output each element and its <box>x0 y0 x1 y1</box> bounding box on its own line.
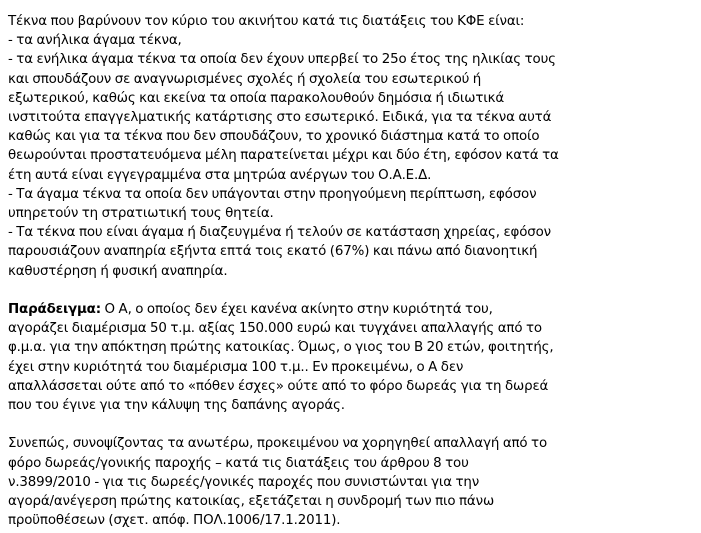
text-line: θεωρούνται προστατευόμενα μέλη παρατείνεται μέχρι και δύο έτη, εφόσον κατά τα <box>8 148 559 164</box>
text-line: αγοράζει διαμέρισμα 50 τ.μ. αξίας 150.000 ευρώ και τυγχάνει απαλλαγής από το <box>8 321 542 337</box>
text-line: ν.3899/2010 - για τις δωρεές/γονικές παροχές που συνιστώνται για την <box>8 474 480 490</box>
text-line: ινστιτούτα επαγγελματικής κατάρτισης στο εσωτερικό. Ειδικά, για τα τέκνα αυτά <box>8 110 552 126</box>
text-line: παρουσιάζουν αναπηρία εξήντα επτά τοις εκατό (67%) και πάνω από διανοητική <box>8 244 538 260</box>
text-line: καθυστέρηση ή φυσική αναπηρία. <box>8 263 228 279</box>
paragraph-example <box>8 300 696 415</box>
text-line: φ.μ.α. για την απόκτηση πρώτης κατοικίας. Όμως, ο γιος του Β 20 ετών, φοιτητής, <box>8 340 554 356</box>
text-line <box>8 300 696 319</box>
text-line: καθώς και για τα τέκνα που δεν σπουδάζουν, το χρονικό διάστημα κατά το οποίο <box>8 129 540 145</box>
text-line: που του έγινε για την κάλυψη της δαπάνης αγοράς. <box>8 398 345 414</box>
text-line: έχει στην κυριότητά του διαμέρισμα 100 τ.μ.. Εν προκειμένω, ο Α δεν <box>8 359 464 375</box>
document-body <box>8 12 696 530</box>
text-line: απαλλάσσεται ούτε από το «πόθεν έσχες» ούτε από το φόρο δωρεάς για τη δωρεά <box>8 378 549 394</box>
text-line: και σπουδάζουν σε αναγνωρισμένες σχολές ή σχολεία του εσωτερικού ή <box>8 71 482 87</box>
text-line: - Τα τέκνα που είναι άγαμα ή διαζευγμένα ή τελούν σε κατάσταση χηρείας, εφόσον <box>8 225 551 241</box>
text-line: υπηρετούν τη στρατιωτική τους θητεία. <box>8 206 274 222</box>
text-line: Τέκνα που βαρύνουν τον κύριο του ακινήτου κατά τις διατάξεις του ΚΦΕ είναι: <box>8 14 525 29</box>
example-label: Παράδειγμα: <box>8 302 101 318</box>
text-line: - τα ενήλικα άγαμα τέκνα τα οποία δεν έχουν υπερβεί το 25ο έτος της ηλικίας τους <box>8 52 556 68</box>
text-line: Συνεπώς, συνοψίζοντας τα ανωτέρω, προκειμένου να χορηγηθεί απαλλαγή από το <box>8 436 548 452</box>
paragraph-conclusion <box>8 434 696 530</box>
text-line: φόρο δωρεάς/γονικής παροχής – κατά τις διατάξεις του άρθρου 8 του <box>8 455 469 471</box>
example-intro-text: Ο Α, ο οποίος δεν έχει κανένα ακίνητο στην κυριότητά του, <box>100 302 493 318</box>
text-line: προϋποθέσεων (σχετ. απόφ. ΠΟΛ.1006/17.1.2011). <box>8 513 341 529</box>
text-line: - τα ανήλικα άγαμα τέκνα, <box>8 33 182 49</box>
paragraph-dependent-children <box>8 12 696 281</box>
text-line: έτη αυτά είναι εγγεγραμμένα στα μητρώα ανέργων του Ο.Α.Ε.Δ. <box>8 167 432 183</box>
text-line: - Τα άγαμα τέκνα τα οποία δεν υπάγονται στην προηγούμενη περίπτωση, εφόσον <box>8 186 537 202</box>
text-line: αγορά/ανέγερση πρώτης κατοικίας, εξετάζεται η συνδρομή των πιο πάνω <box>8 494 495 510</box>
text-line: εξωτερικού, καθώς και εκείνα τα οποία παρακολουθούν δημόσια ή ιδιωτικά <box>8 90 505 106</box>
